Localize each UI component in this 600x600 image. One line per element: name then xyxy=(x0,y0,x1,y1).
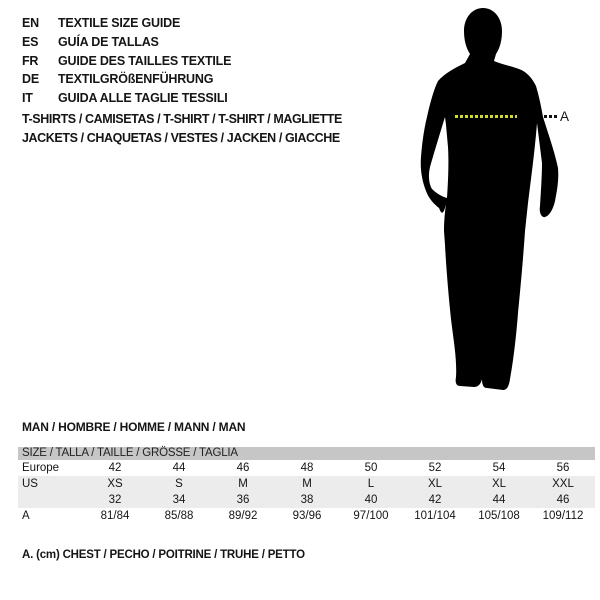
size-cell: 52 xyxy=(428,462,442,474)
language-name: TEXTILE SIZE GUIDE xyxy=(58,16,181,30)
size-cell: XXL xyxy=(552,478,574,490)
size-cell: M xyxy=(238,478,248,490)
language-name: GUÍA DE TALLAS xyxy=(58,34,159,49)
size-cell: 46 xyxy=(556,494,570,506)
size-cell: 34 xyxy=(172,494,186,506)
row-label xyxy=(18,492,83,508)
row-label: US xyxy=(22,478,38,490)
size-cell: 109/112 xyxy=(542,510,584,522)
size-cell: M xyxy=(302,478,312,490)
category-lines xyxy=(22,110,342,147)
row-label: A xyxy=(22,510,30,522)
language-code: DE xyxy=(22,72,39,87)
language-row xyxy=(22,14,231,33)
language-name: GUIDA ALLE TAGLIE TESSILI xyxy=(58,91,228,106)
size-cell: 81/84 xyxy=(100,510,130,522)
size-table-header: SIZE / TALLA / TAILLE / GRÖSSE / TAGLIA xyxy=(18,447,595,460)
size-cell: 56 xyxy=(556,462,570,474)
category-line-tshirts: T-SHIRTS / CAMISETAS / T-SHIRT / T-SHIRT / MAGLIETTE xyxy=(22,112,342,126)
size-cell: 48 xyxy=(300,462,314,474)
language-code: FR xyxy=(22,53,39,68)
language-row xyxy=(22,33,231,52)
man-silhouette xyxy=(415,5,565,395)
row-label: Europe xyxy=(22,462,60,474)
size-cell: XS xyxy=(107,478,123,490)
table-row-chest-a xyxy=(18,508,595,524)
size-cell: 101/104 xyxy=(414,510,456,522)
size-cell: 42 xyxy=(108,462,122,474)
measure-label-a: A xyxy=(560,109,570,124)
language-list xyxy=(22,14,231,108)
size-cell: 46 xyxy=(236,462,250,474)
size-cell: XL xyxy=(427,478,443,490)
chest-measure-extension xyxy=(544,115,559,118)
size-cell: 32 xyxy=(108,494,122,506)
category-line-jackets: JACKETS / CHAQUETAS / VESTES / JACKEN / GIACCHE xyxy=(22,130,340,145)
man-silhouette-figure xyxy=(415,5,565,395)
size-cell: 93/96 xyxy=(292,510,322,522)
language-name: GUIDE DES TAILLES TEXTILE xyxy=(58,53,232,68)
size-cell: 44 xyxy=(172,462,186,474)
size-cell: 36 xyxy=(236,494,250,506)
size-cell: 40 xyxy=(364,494,378,506)
footnote-chest: A. (cm) CHEST / PECHO / POITRINE / TRUHE / PETTO xyxy=(22,549,305,561)
size-cell: 85/88 xyxy=(164,510,194,522)
size-cell: 89/92 xyxy=(228,510,258,522)
table-row-europe xyxy=(18,460,595,476)
size-cell: 97/100 xyxy=(353,510,389,522)
size-cell: 105/108 xyxy=(478,510,520,522)
size-cell: L xyxy=(367,478,375,490)
size-cell: S xyxy=(175,478,183,490)
language-code: ES xyxy=(22,34,39,49)
language-code: EN xyxy=(22,16,39,30)
chest-measure-line xyxy=(455,115,517,118)
language-row xyxy=(22,89,231,108)
language-name: TEXTILGRÖßENFÜHRUNG xyxy=(58,72,214,87)
size-cell: 54 xyxy=(492,462,506,474)
language-row xyxy=(22,52,231,71)
table-row-alt-sizes xyxy=(18,492,595,508)
size-table xyxy=(18,447,595,524)
table-row-us xyxy=(18,476,595,492)
size-cell: 42 xyxy=(428,494,442,506)
section-title-man: MAN / HOMBRE / HOMME / MANN / MAN xyxy=(22,420,246,434)
size-cell: 44 xyxy=(492,494,506,506)
size-cell: 50 xyxy=(364,462,378,474)
language-row xyxy=(22,70,231,89)
size-cell: 38 xyxy=(300,494,314,506)
language-code: IT xyxy=(22,91,33,106)
size-cell: XL xyxy=(491,478,507,490)
